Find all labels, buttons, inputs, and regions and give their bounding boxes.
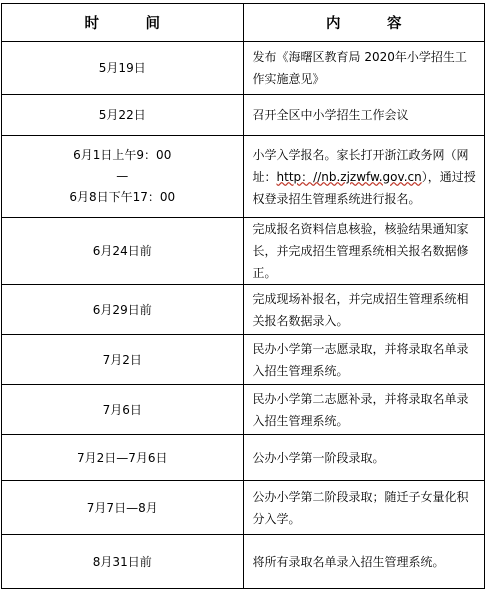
row-content: 完成现场补报名，并完成招生管理系统相关报名数据录入。 (243, 285, 485, 335)
table-row (2, 218, 485, 285)
table-row (2, 385, 485, 435)
row-time: 5月22日 (2, 95, 244, 136)
row-content: 召开全区中小学招生工作会议 (243, 95, 485, 136)
row-time: 7月2日—7月6日 (2, 435, 244, 481)
row-time: 7月7日—8月 (2, 481, 244, 535)
table-header-row (2, 4, 485, 42)
time-dash: — (116, 169, 129, 183)
table-row (2, 535, 485, 589)
table-row (2, 481, 485, 535)
table-row (2, 42, 485, 95)
header-content: 内 容 (243, 4, 485, 42)
row-content: 将所有录取名单录入招生管理系统。 (243, 535, 485, 589)
table-row (2, 435, 485, 481)
row-content: 完成报名资料信息核验，核验结果通知家长，并完成招生管理系统相关报名数据修正。 (243, 218, 485, 285)
row-time: 5月19日 (2, 42, 244, 95)
row-content (243, 136, 485, 218)
row-time (2, 136, 244, 218)
table-row (2, 136, 485, 218)
content-text: 小学入学报名。家长打开浙江政务网（网址： (252, 147, 469, 184)
row-time: 6月29日前 (2, 285, 244, 335)
time-end: 6月8日下午17：00 (69, 190, 176, 204)
row-content: 公办小学第一阶段录取。 (243, 435, 485, 481)
header-time: 时 间 (2, 4, 244, 42)
row-content: 民办小学第一志愿录取，并将录取名单录入招生管理系统。 (243, 335, 485, 385)
portal-url-link[interactable]: http：//nb.zjzwfw.gov.cn (276, 169, 422, 184)
row-time: 8月31日前 (2, 535, 244, 589)
row-time: 7月6日 (2, 385, 244, 435)
table-row (2, 285, 485, 335)
table-row (2, 95, 485, 136)
row-content: 发布《海曙区教育局 2020年小学招生工作实施意见》 (243, 42, 485, 95)
enrollment-schedule-table (1, 3, 485, 589)
row-content: 民办小学第二志愿补录，并将录取名单录入招生管理系统。 (243, 385, 485, 435)
content-text: ），通过授权登录招生管理系统进行报名。 (252, 169, 476, 206)
time-start: 6月1日上午9：00 (73, 148, 172, 162)
row-time: 7月2日 (2, 335, 244, 385)
table-row (2, 335, 485, 385)
row-time: 6月24日前 (2, 218, 244, 285)
row-content: 公办小学第二阶段录取；随迁子女量化积分入学。 (243, 481, 485, 535)
